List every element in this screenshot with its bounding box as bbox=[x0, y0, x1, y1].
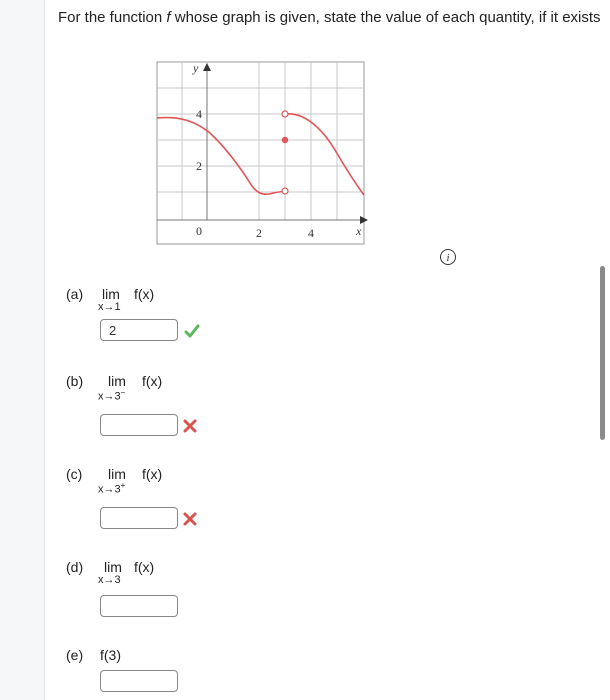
answer-input-c[interactable] bbox=[100, 507, 178, 529]
lim-word: lim bbox=[108, 373, 126, 389]
function-graph bbox=[150, 55, 370, 245]
scrollbar-thumb[interactable] bbox=[600, 266, 605, 440]
prompt-text-end: whose graph is given, state the value of each quantity, if it exists bbox=[170, 9, 601, 26]
open-point-upper bbox=[282, 111, 288, 117]
function-expression: f(x) bbox=[142, 373, 163, 389]
left-margin-panel bbox=[0, 0, 45, 700]
open-point-lower bbox=[282, 188, 288, 194]
lim-word: lim bbox=[104, 559, 122, 575]
incorrect-x-icon bbox=[182, 418, 198, 434]
y-axis-label: y bbox=[193, 61, 199, 75]
answer-input-e[interactable] bbox=[100, 670, 178, 692]
correct-check-icon bbox=[184, 323, 200, 339]
info-icon[interactable]: i bbox=[440, 249, 456, 265]
answer-input-a[interactable]: 2 bbox=[100, 319, 178, 341]
function-expression: f(x) bbox=[142, 466, 163, 482]
function-value-expression: f(3) bbox=[100, 647, 121, 663]
x-tick-2: 2 bbox=[256, 226, 262, 240]
closed-point bbox=[282, 137, 288, 143]
prompt-function-name: f bbox=[166, 9, 171, 26]
part-label: (e) bbox=[66, 647, 84, 663]
answer-input-b[interactable] bbox=[100, 414, 178, 436]
x-tick-0: 0 bbox=[196, 224, 202, 238]
part-label: (d) bbox=[66, 559, 84, 575]
incorrect-x-icon bbox=[182, 511, 198, 527]
x-tick-4: 4 bbox=[308, 226, 314, 240]
part-label: (a) bbox=[66, 286, 84, 302]
y-tick-2: 2 bbox=[196, 159, 202, 173]
answer-input-d[interactable] bbox=[100, 595, 178, 617]
part-label: (c) bbox=[66, 466, 83, 482]
question-prompt bbox=[58, 9, 601, 26]
limit-subscript: x→3 bbox=[98, 574, 121, 586]
limit-subscript: x→3+ bbox=[98, 481, 126, 496]
function-expression: f(x) bbox=[134, 286, 155, 302]
lim-word: lim bbox=[108, 466, 126, 482]
part-label: (b) bbox=[66, 373, 84, 389]
function-expression: f(x) bbox=[134, 559, 155, 575]
graph-frame bbox=[157, 62, 364, 244]
x-axis-label: x bbox=[356, 224, 362, 238]
limit-subscript: x→3− bbox=[98, 388, 126, 403]
y-tick-4: 4 bbox=[196, 107, 202, 121]
lim-word: lim bbox=[102, 286, 120, 302]
limit-subscript: x→1 bbox=[98, 301, 121, 313]
prompt-text-start: For the function bbox=[58, 9, 167, 26]
